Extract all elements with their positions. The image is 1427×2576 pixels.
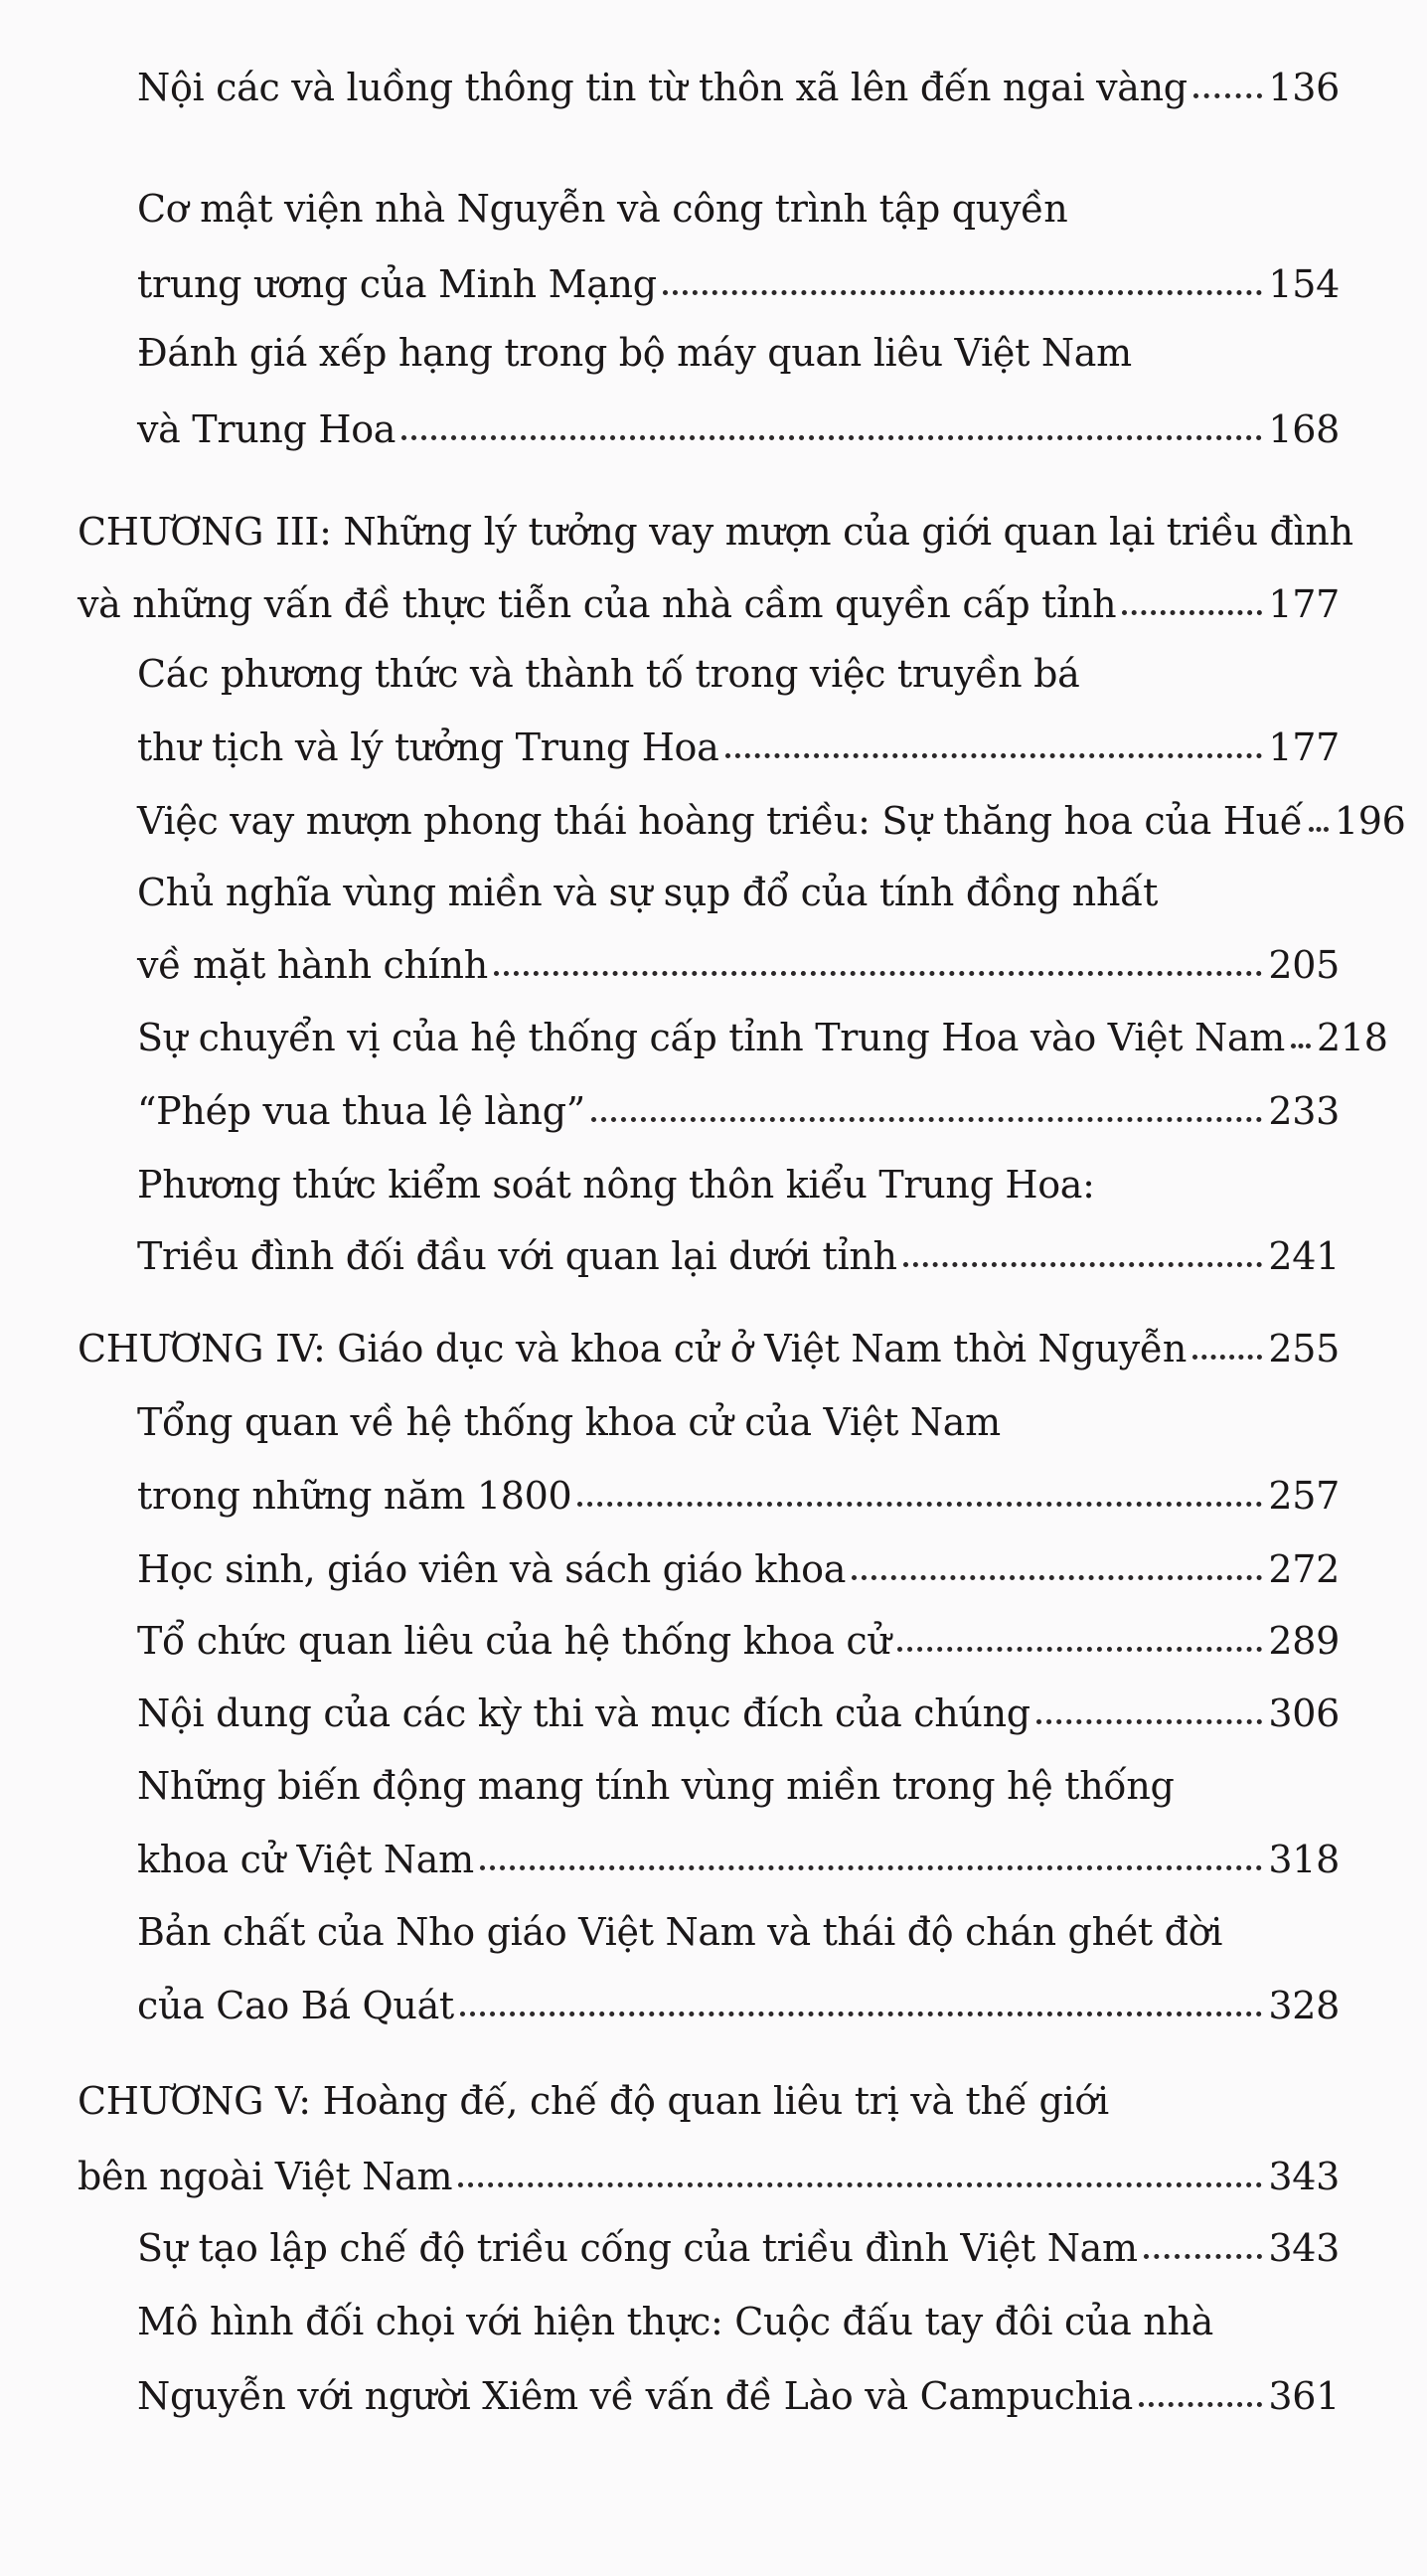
toc-line <box>137 172 1340 245</box>
toc-title-text: Nguyễn với người Xiêm về vấn đề Lào và Campuchia <box>137 2374 1134 2418</box>
toc-line <box>137 1459 1340 1532</box>
toc-title-text: Nội các và luồng thông tin từ thôn xã lên đến ngai vàng <box>137 66 1188 109</box>
toc-title-text: bên ngoài Việt Nam <box>78 2155 453 2198</box>
toc-title-text: thư tịch và lý tưởng Trung Hoa <box>137 725 719 769</box>
toc-line <box>137 2359 1340 2433</box>
dot-leader <box>458 2182 1262 2187</box>
toc-line <box>78 1312 1340 1385</box>
dot-leader <box>1192 1355 1262 1360</box>
toc-line <box>137 51 1340 124</box>
toc-title-text: Tổ chức quan liêu của hệ thống khoa cử <box>137 1619 891 1663</box>
dot-leader <box>663 290 1263 295</box>
toc-line <box>78 495 1353 568</box>
toc-title-text: CHƯƠNG III: Những lý tưởng vay mượn của giới quan lại triều đình <box>78 510 1353 554</box>
toc-line <box>78 2064 1340 2138</box>
toc-title-text: và những vấn đề thực tiễn của nhà cầm quyền cấp tỉnh <box>78 582 1117 626</box>
toc-line <box>137 711 1340 784</box>
page-number: 361 <box>1268 2374 1340 2418</box>
page-number: 343 <box>1268 2226 1340 2270</box>
toc-title-text: Việc vay mượn phong thái hoàng triều: Sự thăng hoa của Huế <box>137 799 1303 843</box>
dot-leader <box>852 1575 1262 1580</box>
toc-title-text: Bản chất của Nho giáo Việt Nam và thái độ chán ghét đời <box>137 1910 1223 1954</box>
page-number: 306 <box>1268 1691 1340 1735</box>
toc-line <box>137 2211 1340 2285</box>
toc-title-text: Học sinh, giáo viên và sách giáo khoa <box>137 1547 847 1591</box>
dot-leader <box>1144 2254 1263 2259</box>
toc-line <box>137 1074 1340 1148</box>
page-number: 255 <box>1268 1327 1340 1370</box>
toc-line <box>137 1219 1340 1293</box>
toc-title-text: của Cao Bá Quát <box>137 1984 454 2027</box>
toc-line <box>78 567 1340 641</box>
toc-line <box>137 928 1340 1002</box>
toc-line <box>137 856 1340 929</box>
toc-line <box>137 637 1340 711</box>
toc-title-text: Tổng quan về hệ thống khoa cử của Việt Nam <box>137 1400 1001 1444</box>
toc-title-text: trong những năm 1800 <box>137 1474 572 1518</box>
page-number: 154 <box>1268 262 1340 306</box>
page-number: 177 <box>1268 725 1340 769</box>
dot-leader <box>480 1865 1263 1870</box>
toc-line <box>137 1385 1340 1459</box>
dot-leader <box>1291 1044 1311 1048</box>
toc-title-text: CHƯƠNG V: Hoàng đế, chế độ quan liêu trị và thế giới <box>78 2079 1109 2123</box>
toc-line <box>137 1823 1340 1896</box>
toc-title-text: Nội dung của các kỳ thi và mục đích của chúng <box>137 1691 1031 1735</box>
page-number: 272 <box>1268 1547 1340 1591</box>
toc-title-text: về mặt hành chính <box>137 943 488 987</box>
dot-leader <box>577 1502 1262 1507</box>
page-number: 241 <box>1268 1234 1340 1278</box>
toc-title-text: trung ương của Minh Mạng <box>137 262 657 306</box>
toc-title-text: Chủ nghĩa vùng miền và sự sụp đổ của tính đồng nhất <box>137 871 1159 914</box>
toc-line <box>137 1969 1340 2042</box>
toc-title-text: Sự chuyển vị của hệ thống cấp tỉnh Trung Hoa vào Việt Nam <box>137 1016 1286 1059</box>
dot-leader <box>460 2012 1262 2016</box>
page-number: 196 <box>1334 799 1406 843</box>
dot-leader <box>1309 827 1329 832</box>
dot-leader <box>897 1647 1263 1652</box>
toc-title-text: Phương thức kiểm soát nông thôn kiểu Trung Hoa: <box>137 1163 1095 1207</box>
toc-title-text: CHƯƠNG IV: Giáo dục và khoa cử ở Việt Nam thời Nguyễn <box>78 1327 1188 1370</box>
toc-title-text: Đánh giá xếp hạng trong bộ máy quan liêu Việt Nam <box>137 331 1132 375</box>
toc-line <box>137 1148 1340 1221</box>
toc-line <box>137 1749 1340 1823</box>
page-number: 318 <box>1268 1838 1340 1881</box>
dot-leader <box>1139 2402 1262 2407</box>
toc-line <box>137 1532 1340 1606</box>
page-number: 328 <box>1268 1984 1340 2027</box>
dot-leader <box>1122 610 1262 615</box>
toc-line <box>137 1001 1388 1074</box>
toc-title-text: khoa cử Việt Nam <box>137 1838 474 1881</box>
toc-line <box>137 1604 1340 1678</box>
page-number: 205 <box>1268 943 1340 987</box>
dot-leader <box>401 435 1262 440</box>
dot-leader <box>494 971 1262 976</box>
dot-leader <box>1193 93 1263 98</box>
toc-title-text: Sự tạo lập chế độ triều cống của triều đình Việt Nam <box>137 2226 1138 2270</box>
dot-leader <box>1036 1719 1263 1724</box>
toc-line <box>137 1677 1340 1750</box>
page-number: 168 <box>1268 407 1340 451</box>
toc-line <box>137 784 1406 858</box>
toc-title-text: Cơ mật viện nhà Nguyễn và công trình tập quyền <box>137 187 1068 231</box>
dot-leader <box>591 1117 1263 1122</box>
toc-title-text: Những biến động mang tính vùng miền trong hệ thống <box>137 1764 1175 1808</box>
dot-leader <box>903 1262 1263 1267</box>
page-number: 136 <box>1268 66 1340 109</box>
page-number: 177 <box>1268 582 1340 626</box>
toc-title-text: và Trung Hoa <box>137 407 396 451</box>
toc-line <box>78 2140 1340 2213</box>
page-number: 218 <box>1317 1016 1388 1059</box>
toc-line <box>137 316 1340 390</box>
toc-title-text: Triều đình đối đầu với quan lại dưới tỉnh <box>137 1234 897 1278</box>
page-number: 233 <box>1268 1089 1340 1133</box>
page-number: 289 <box>1268 1619 1340 1663</box>
toc-line <box>137 393 1340 466</box>
toc-title-text: “Phép vua thua lệ làng” <box>137 1089 585 1133</box>
page-number: 343 <box>1268 2155 1340 2198</box>
toc-title-text: Các phương thức và thành tố trong việc truyền bá <box>137 652 1080 696</box>
page-number: 257 <box>1268 1474 1340 1518</box>
toc-line <box>137 247 1340 321</box>
toc-line <box>137 2285 1340 2358</box>
toc-title-text: Mô hình đối chọi với hiện thực: Cuộc đấu tay đôi của nhà <box>137 2300 1213 2343</box>
dot-leader <box>725 753 1263 758</box>
toc-line <box>137 1895 1340 1969</box>
